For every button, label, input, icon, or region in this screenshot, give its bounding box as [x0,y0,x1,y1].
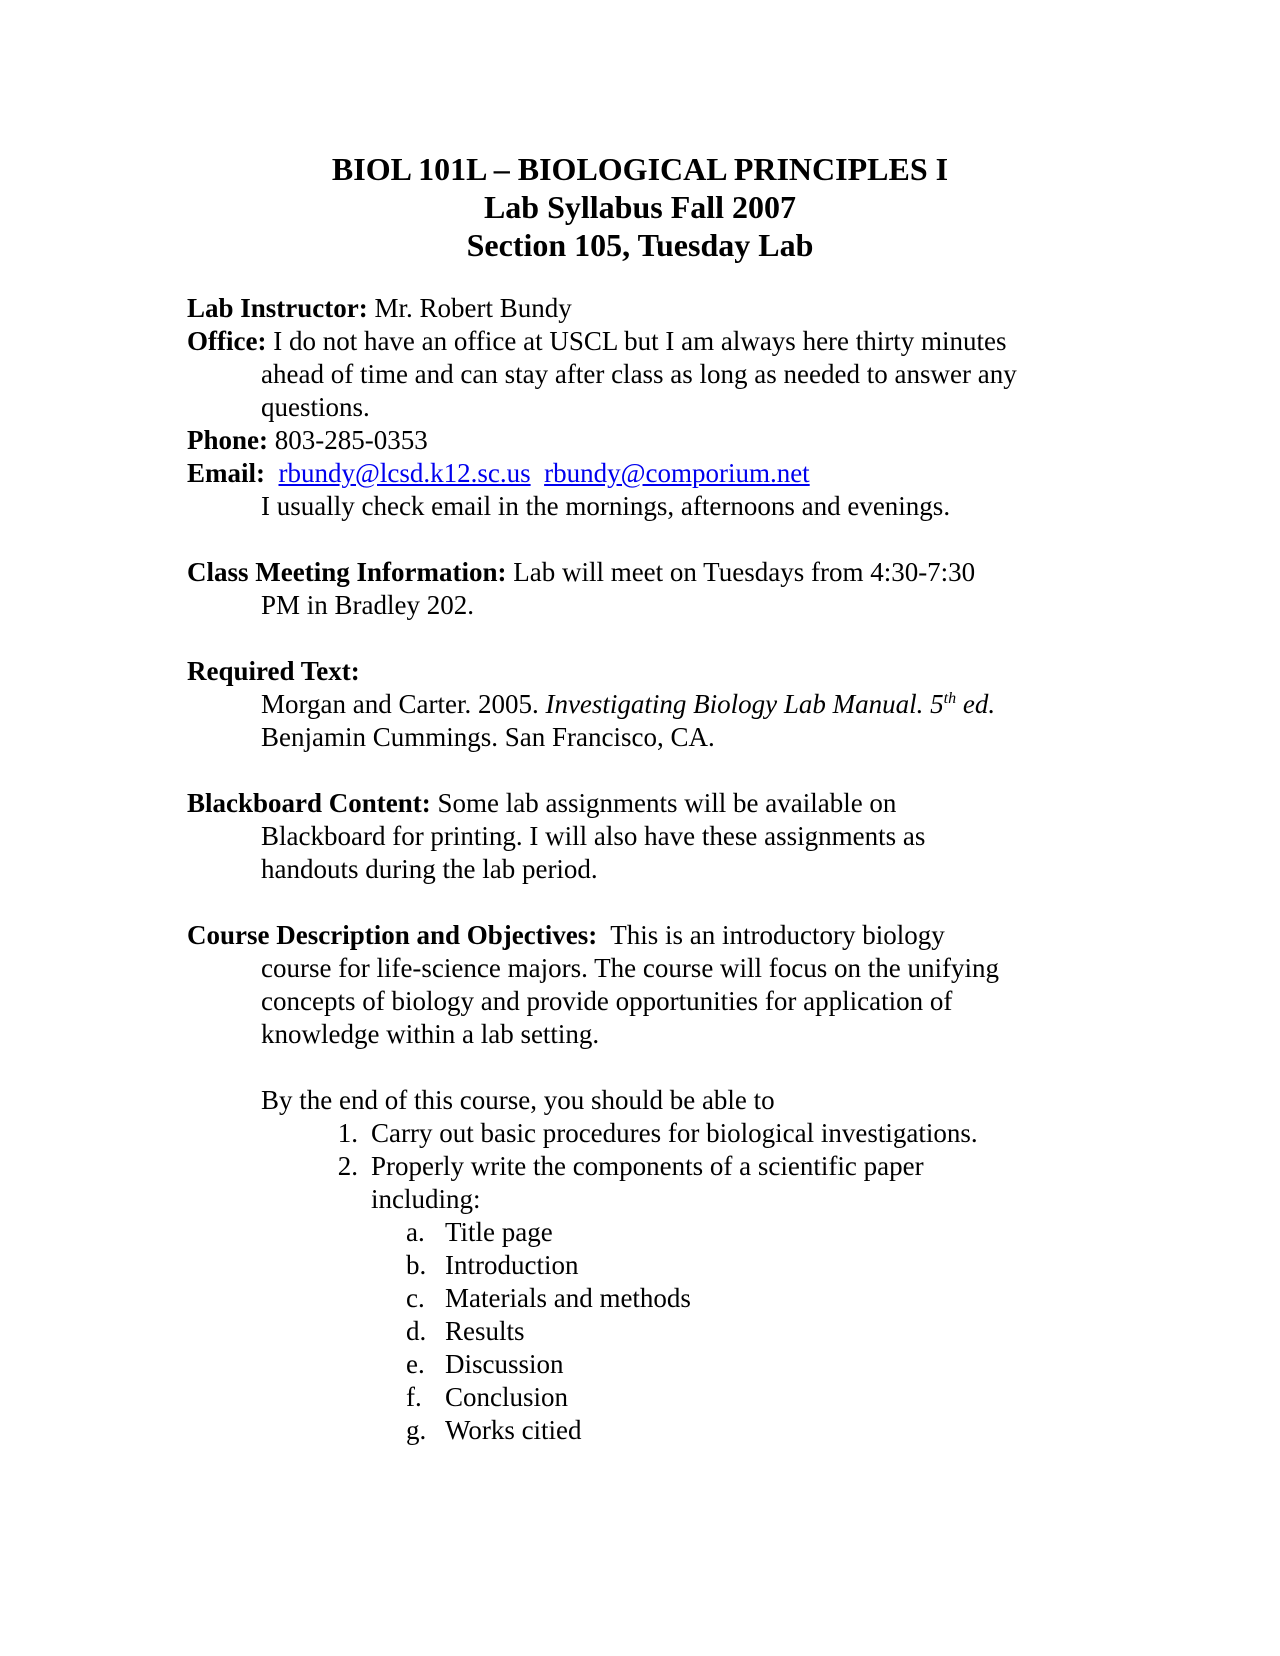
subitem-text: Results [445,1316,525,1346]
instructor-name: Mr. Robert Bundy [374,293,572,323]
class-meeting-text-1: Lab will meet on Tuesdays from 4:30-7:30 [513,557,976,587]
office-line [187,325,1007,358]
subitem-text: Materials and methods [445,1283,691,1313]
subitem-marker: d. [406,1316,427,1346]
required-text-citation [261,688,995,721]
course-description-text-2: course for life-science majors. The course will focus on the unifying [261,953,1000,983]
email-link-comporium[interactable]: rbundy@comporium.net [544,458,810,488]
section-info: Section 105, Tuesday Lab [466,227,814,263]
subitem-text: Works citied [445,1415,582,1445]
email-link-lcsd[interactable]: rbundy@lcsd.k12.sc.us [278,458,531,488]
course-description-text-4: knowledge within a lab setting. [261,1019,600,1049]
instructor-line [187,292,572,325]
required-text-label: Required Text: [187,656,360,686]
objective-marker: 2. [337,1151,358,1181]
subitem-marker: g. [406,1415,427,1445]
required-text-publisher: Benjamin Cummings. San Francisco, CA. [261,722,715,752]
blackboard-label: Blackboard Content: [187,788,431,818]
objective-text-continued: including: [371,1184,481,1214]
instructor-label: Lab Instructor: [187,293,368,323]
class-meeting-line [187,556,975,589]
subitem-marker: c. [406,1283,425,1313]
email-line [187,457,810,490]
subitem-text: Discussion [445,1349,564,1379]
phone-label: Phone: [187,425,268,455]
blackboard-line [187,787,896,820]
objective-text: Properly write the components of a scientific paper [371,1151,924,1181]
class-meeting-text-2: PM in Bradley 202. [261,590,474,620]
course-description-label: Course Description and Objectives: [187,920,598,950]
office-text-1: I do not have an office at USCL but I am always here thirty minutes [273,326,1007,356]
citation-authors: Morgan and Carter. 2005. [261,689,546,719]
course-description-text-3: concepts of biology and provide opportunities for application of [261,986,953,1016]
objective-text: Carry out basic procedures for biological investigations. [371,1118,978,1148]
subitem-marker: b. [406,1250,427,1280]
email-label: Email: [187,458,265,488]
course-title: BIOL 101L – BIOLOGICAL PRINCIPLES I [331,151,949,187]
blackboard-text-1: Some lab assignments will be available on [437,788,897,818]
objectives-intro: By the end of this course, you should be able to [261,1085,775,1115]
blackboard-text-3: handouts during the lab period. [261,854,598,884]
syllabus-term: Lab Syllabus Fall 2007 [483,189,797,225]
email-note: I usually check email in the mornings, afternoons and evenings. [261,491,951,521]
course-description-text-1: This is an introductory biology [610,920,945,950]
subitem-text: Conclusion [445,1382,569,1412]
subitem-marker: f. [406,1382,422,1412]
objective-item [334,1150,358,1183]
phone-number: 803-285-0353 [274,425,428,455]
objective-item [334,1117,358,1150]
objective-marker: 1. [337,1118,358,1148]
citation-title: Investigating Biology Lab Manual. 5 [545,689,944,719]
subitem-marker: a. [406,1217,425,1247]
phone-line [187,424,428,457]
subitem-text: Title page [445,1217,553,1247]
subitem-marker: e. [406,1349,425,1379]
office-label: Office: [187,326,267,356]
blackboard-text-2: Blackboard for printing. I will also have these assignments as [261,821,926,851]
citation-edition-sup: th [943,690,957,707]
subitem-text: Introduction [445,1250,579,1280]
course-description-line [187,919,945,952]
citation-edition: ed. [956,689,996,719]
office-text-3: questions. [261,392,370,422]
office-text-2: ahead of time and can stay after class as long as needed to answer any [261,359,1017,389]
class-meeting-label: Class Meeting Information: [187,557,507,587]
